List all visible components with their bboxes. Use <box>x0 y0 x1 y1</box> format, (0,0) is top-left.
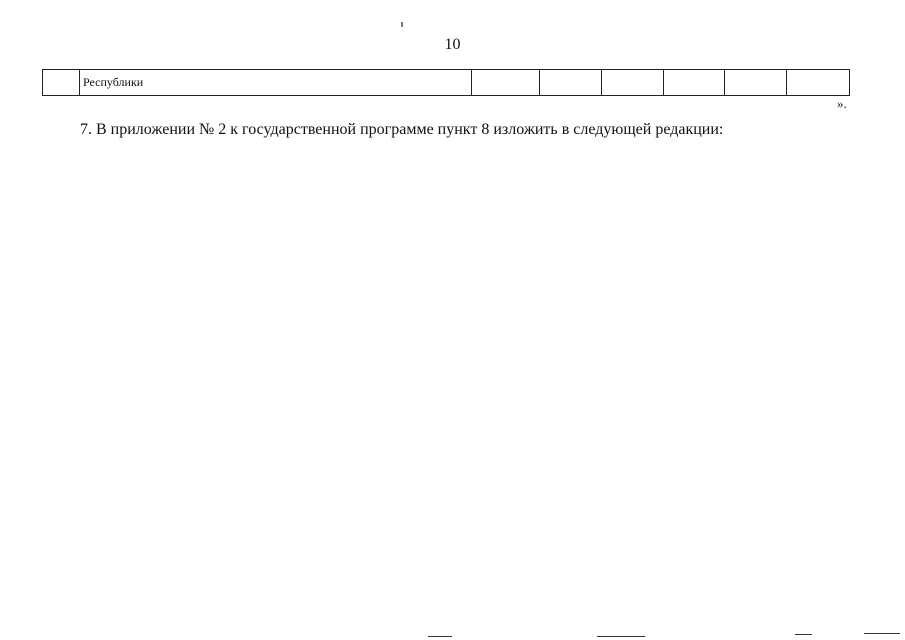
table-cell-value <box>472 70 540 96</box>
table-cell-value <box>602 70 664 96</box>
page-number: 10 <box>444 36 461 53</box>
table-cell-value <box>725 70 787 96</box>
continued-table <box>42 69 850 96</box>
closing-quote: ». <box>837 96 847 111</box>
table-cell-value <box>540 70 602 96</box>
scan-artifact-line <box>428 636 452 637</box>
amendment-paragraph: 7. В приложении № 2 к государственной программе пункт 8 изложить в следующей редакции: <box>80 121 724 138</box>
table-cell-value <box>664 70 725 96</box>
scan-artifact-mark <box>401 22 403 27</box>
table-row <box>43 70 850 96</box>
scan-artifact-line <box>864 633 900 634</box>
table-cell-number <box>43 70 80 96</box>
scan-artifact-line <box>597 636 645 637</box>
table-cell-name: Республики <box>80 70 472 96</box>
scan-artifact-line <box>795 634 812 635</box>
table-cell-value <box>787 70 850 96</box>
